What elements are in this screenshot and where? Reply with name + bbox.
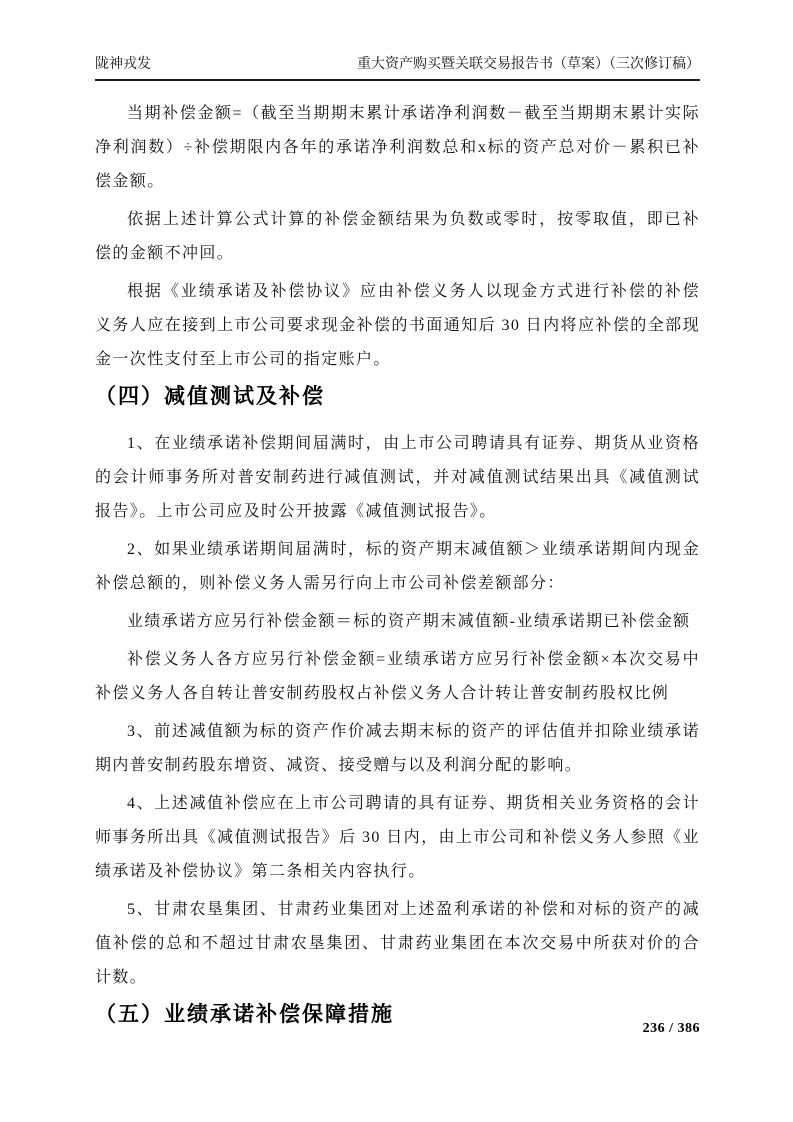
list-item-4: 4、上述减值补偿应在上市公司聘请的具有证券、期货相关业务资格的会计师事务所出具《减值测试报告》后 30 日内，由上市公司和补偿义务人参照《业绩承诺及补偿协议》第二条相关内容执行。 xyxy=(95,795,700,880)
header-company-name: 陇神戎发 xyxy=(95,57,151,72)
header-report-title: 重大资产购买暨关联交易报告书（草案）（三次修订稿） xyxy=(357,57,700,72)
list-item-1: 1、在业绩承诺补偿期间届满时，由上市公司聘请具有证券、期货从业资格的会计师事务所对普安制药进行减值测试，并对减值测试结果出具《减值测试报告》。上市公司应及时公开披露《减值测试报告》。 xyxy=(95,435,700,520)
document-body xyxy=(95,81,700,1029)
formula-obligor-share: 补偿义务人各方应另行补偿金额=业绩承诺方应另行补偿金额×本次交易中补偿义务人各自转让普安制药股权占补偿义务人合计转让普安制药股权比例 xyxy=(95,651,700,702)
list-item-2: 2、如果业绩承诺期间届满时，标的资产期末减值额＞业绩承诺期间内现金补偿总额的，则补偿义务人需另行向上市公司补偿差额部分： xyxy=(95,541,700,592)
list-item-5: 5、甘肃农垦集团、甘肃药业集团对上述盈利承诺的补偿和对标的资产的减值补偿的总和不超过甘肃农垦集团、甘肃药业集团在本次交易中所获对价的合计数。 xyxy=(95,901,700,986)
paragraph-compensation-formula: 当期补偿金额=（截至当期期末累计承诺净利润数－截至当期期末累计实际净利润数）÷补偿期限内各年的承诺净利润数总和x标的资产总对价－累积已补偿金额。 xyxy=(95,105,700,190)
section-heading-impairment-test: （四）减值测试及补偿 xyxy=(95,385,325,408)
page-header xyxy=(95,55,700,79)
page-number: 236 / 386 xyxy=(642,1021,700,1036)
section-heading-guarantee-measures: （五）业绩承诺补偿保障措施 xyxy=(95,1003,394,1026)
paragraph-cash-payment-notice: 根据《业绩承诺及补偿协议》应由补偿义务人以现金方式进行补偿的补偿义务人应在接到上市公司要求现金补偿的书面通知后 30 日内将应补偿的全部现金一次性支付至上市公司的指定账户。 xyxy=(95,283,700,368)
formula-additional-compensation: 业绩承诺方应另行补偿金额＝标的资产期末减值额-业绩承诺期已补偿金额 xyxy=(127,613,691,630)
paragraph-negative-or-zero: 依据上述计算公式计算的补偿金额结果为负数或零时，按零取值，即已补偿的金额不冲回。 xyxy=(95,211,700,262)
list-item-3: 3、前述减值额为标的资产作价减去期末标的资产的评估值并扣除业绩承诺期内普安制药股东增资、减资、接受赠与以及利润分配的影响。 xyxy=(95,723,700,774)
